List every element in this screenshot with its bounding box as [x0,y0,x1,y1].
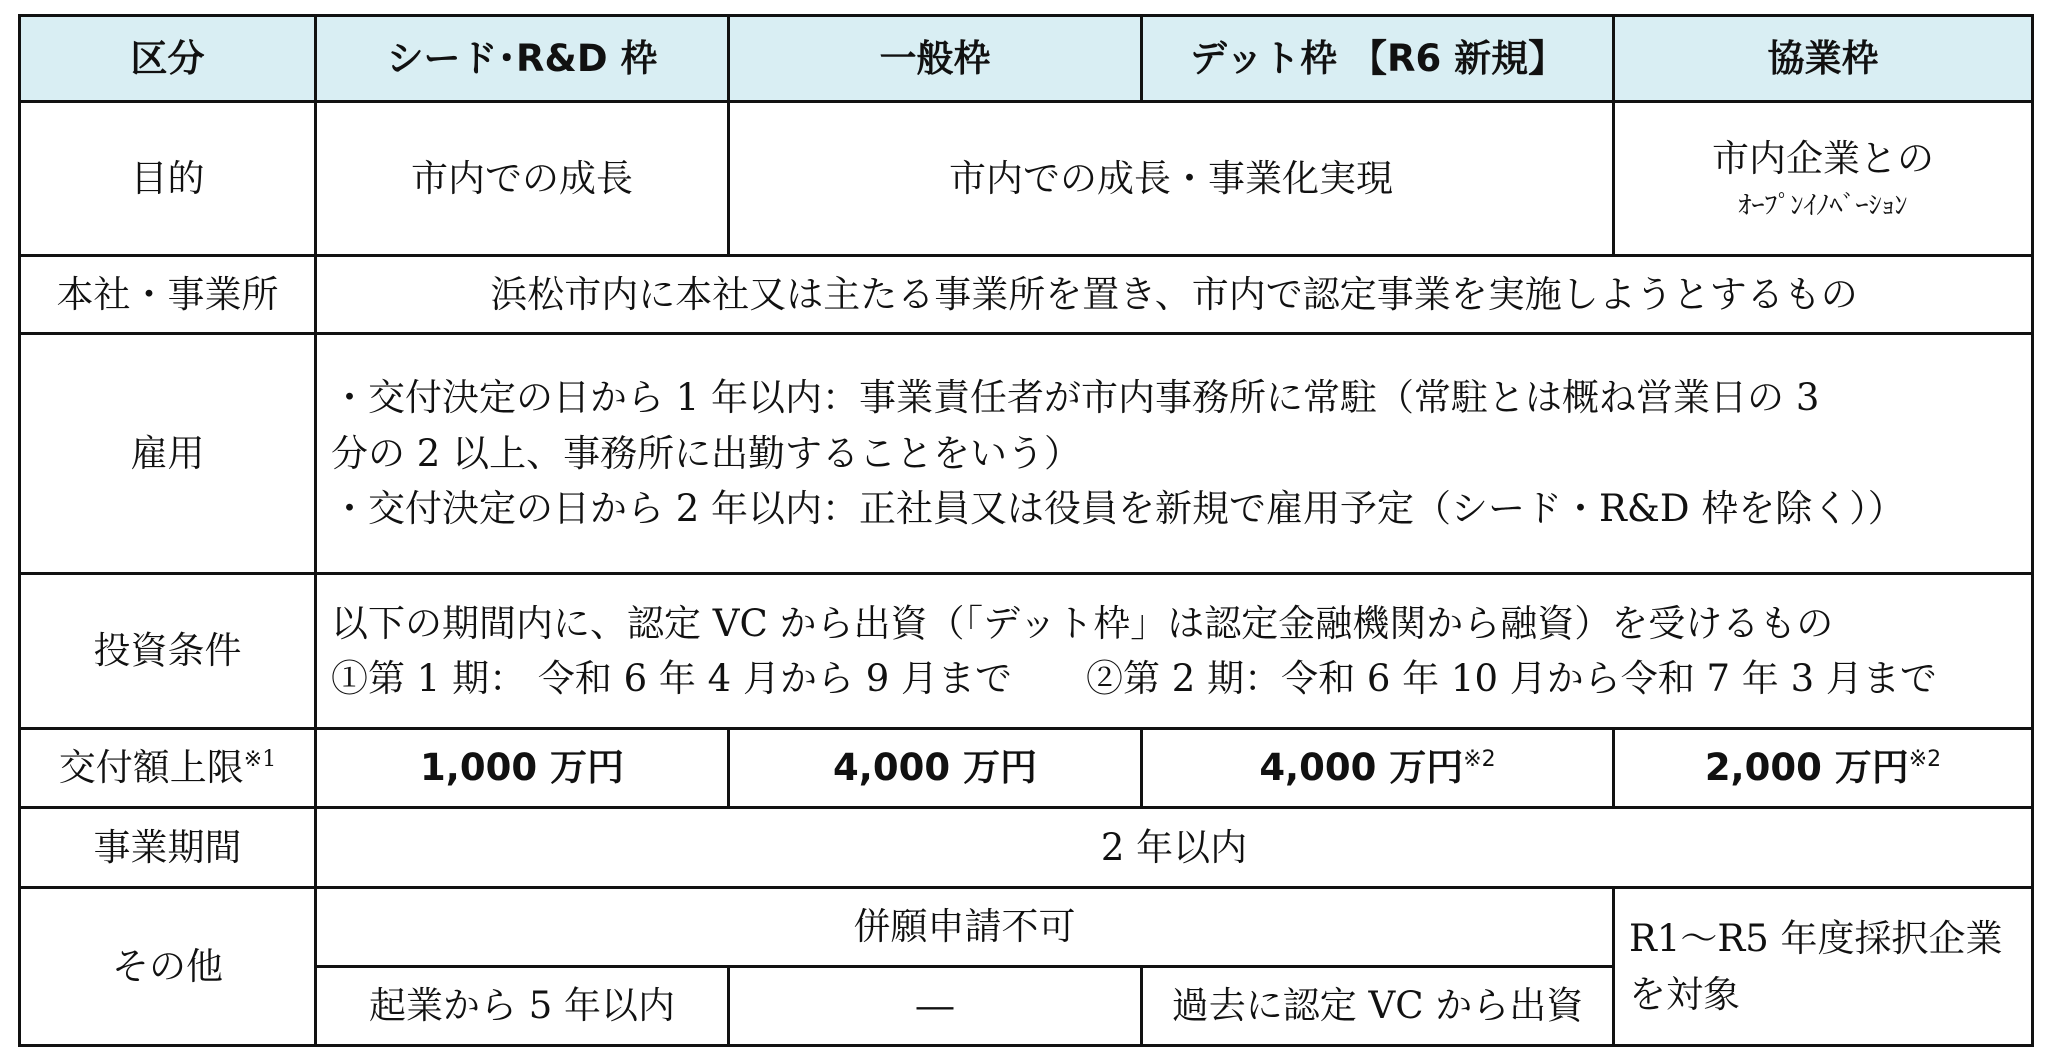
other-collab-line1: R1～R5 年度採択企業 [1629,917,2003,960]
purpose-label: 目的 [20,102,316,256]
employment-label: 雇用 [20,334,316,574]
other-common: 併願申請不可 [316,888,1614,967]
amount-debt-cell [1142,729,1614,808]
header-collab: 協業枠 [1614,16,2033,102]
amount-label: 交付額上限 [58,746,244,790]
program-comparison-table [18,14,2034,1047]
period-row [20,808,2033,888]
office-label: 本社・事業所 [20,256,316,334]
amount-label-note: ※1 [243,747,277,773]
amount-collab: 2,000 万円 [1704,746,1909,790]
purpose-collab-line2: ｵｰﾌﾟﾝｲﾉﾍﾞｰｼｮﾝ [1738,190,1908,221]
other-row-1 [20,888,2033,967]
amount-general: 4,000 万円 [729,729,1142,808]
employment-line1: ・交付決定の日から 1 年以内：事業責任者が市内事務所に常駐（常駐とは概ね営業日の 3 [331,376,1820,420]
investment-row [20,574,2033,729]
amount-row [20,729,2033,808]
other-collab-line2: を対象 [1629,972,1740,1016]
investment-label: 投資条件 [20,574,316,729]
amount-debt: 4,000 万円 [1259,746,1464,790]
employment-line3: ・交付決定の日から 2 年以内：正社員又は役員を新規で雇用予定（シード・R&D 枠を除く）） [331,487,1905,531]
other-debt: 過去に認定 VC から出資 [1142,967,1614,1046]
investment-line2: ①第 1 期： 令和 6 年 4 月から 9 月まで ②第 2 期：令和 6 年 10 月から令和 7 年 3 月まで [331,657,1937,700]
employment-line2: 分の 2 以上、事務所に出勤することをいう） [331,431,1082,475]
purpose-seed: 市内での成長 [316,102,729,256]
purpose-general-debt: 市内での成長・事業化実現 [729,102,1614,256]
header-debt: デット枠 【R6 新規】 [1142,16,1614,102]
purpose-row [20,102,2033,256]
amount-seed: 1,000 万円 [316,729,729,808]
other-seed: 起業から 5 年以内 [316,967,729,1046]
office-text: 浜松市内に本社又は主たる事業所を置き、市内で認定事業を実施しようとするもの [316,256,2033,334]
investment-text [316,574,2033,729]
other-collab [1614,888,2033,1046]
header-row [20,16,2033,102]
amount-debt-note: ※2 [1463,747,1496,773]
employment-row [20,334,2033,574]
purpose-collab [1614,102,2033,256]
other-general: ― [729,967,1142,1046]
period-text: 2 年以内 [316,808,2033,888]
amount-label-cell [20,729,316,808]
office-row [20,256,2033,334]
header-general: 一般枠 [729,16,1142,102]
investment-line1: 以下の期間内に、認定 VC から出資（「デット枠」は認定金融機関から融資）を受けるもの [331,601,1834,645]
period-label: 事業期間 [20,808,316,888]
employment-text [316,334,2033,574]
header-seed-rd: シード･R&D 枠 [316,16,729,102]
amount-collab-cell [1614,729,2033,808]
header-category: 区分 [20,16,316,102]
amount-collab-note: ※2 [1908,747,1942,773]
other-label: その他 [20,888,316,1046]
purpose-collab-line1: 市内企業との [1712,137,1934,181]
